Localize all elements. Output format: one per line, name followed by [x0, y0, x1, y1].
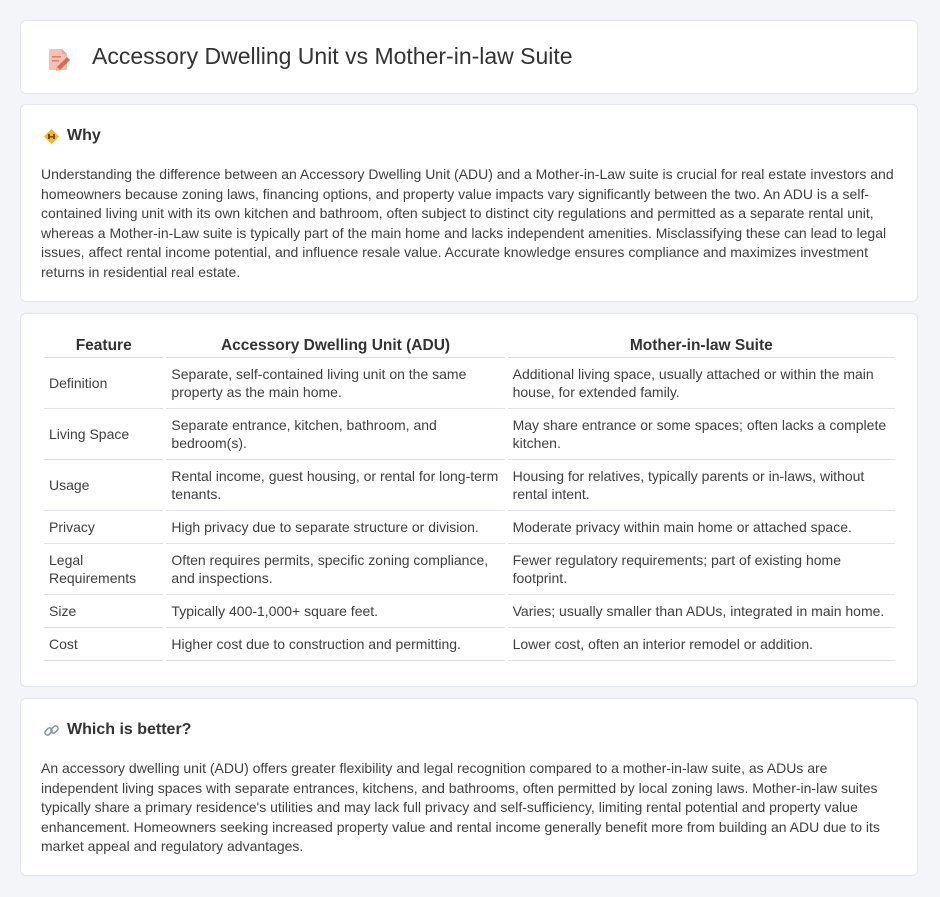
- page-title: Accessory Dwelling Unit vs Mother-in-law Suite: [92, 43, 573, 69]
- adu-cell: Higher cost due to construction and permitting.: [166, 628, 504, 661]
- which-is-better-section: [20, 698, 918, 876]
- table-row: [44, 409, 895, 460]
- adu-cell: Separate, self-contained living unit on the same property as the main home.: [166, 358, 504, 409]
- link-icon: [43, 722, 60, 739]
- suite-cell: Varies; usually smaller than ADUs, integrated in main home.: [508, 595, 895, 628]
- suite-cell: Housing for relatives, typically parents or in-laws, without rental intent.: [508, 460, 895, 511]
- column-header: Accessory Dwelling Unit (ADU): [166, 333, 504, 358]
- adu-cell: Separate entrance, kitchen, bathroom, and bedroom(s).: [166, 409, 504, 460]
- header-card: [20, 20, 918, 94]
- comparison-section: [20, 313, 918, 687]
- comparison-table: [41, 333, 898, 661]
- why-section: [20, 104, 918, 302]
- table-row: [44, 595, 895, 628]
- table-row: [44, 358, 895, 409]
- adu-cell: Typically 400-1,000+ square feet.: [166, 595, 504, 628]
- column-header: Mother-in-law Suite: [508, 333, 895, 358]
- feature-cell: Size: [44, 595, 163, 628]
- adu-cell: High privacy due to separate structure or division.: [166, 511, 504, 544]
- table-row: [44, 628, 895, 661]
- suite-cell: Fewer regulatory requirements; part of existing home footprint.: [508, 544, 895, 595]
- adu-cell: Often requires permits, specific zoning compliance, and inspections.: [166, 544, 504, 595]
- table-row: [44, 460, 895, 511]
- feature-cell: Privacy: [44, 511, 163, 544]
- adu-cell: Rental income, guest housing, or rental for long-term tenants.: [166, 460, 504, 511]
- why-paragraph: Understanding the difference between an Accessory Dwelling Unit (ADU) and a Mother-in-Law suite is crucial for real estate investors and homeowners because zoning laws, financing options, and property value impacts vary significantly between the two. An ADU is a self-contained living unit with its own kitchen and bathroom, often subject to distinct city regulations and permitted as a separate rental unit, whereas a Mother-in-Law suite is typically part of the main home and lacks independent amenities. Misclassifying these can lead to legal issues, affect rental income potential, and influence resale value. Accurate knowledge ensures compliance and maximizes investment returns in residential real estate.: [41, 166, 894, 280]
- feature-cell: Definition: [44, 358, 163, 409]
- which-is-better-title: Which is better?: [67, 721, 192, 738]
- feature-cell: Cost: [44, 628, 163, 661]
- table-row: [44, 544, 895, 595]
- suite-cell: Moderate privacy within main home or attached space.: [508, 511, 895, 544]
- which-is-better-paragraph: An accessory dwelling unit (ADU) offers greater flexibility and legal recognition compared to a mother-in-law suite, as ADUs are independent living spaces with separate entrances, kitchens, and bathrooms, often permitted by local zoning laws. Mother-in-law suites typically share a primary residence's utilities and may lack full privacy and self-sufficiency, limiting rental potential and property value enhancement. Homeowners seeking increased property value and rental income generally benefit more from building an ADU due to its market appeal and regulatory advantages.: [41, 760, 880, 854]
- why-title: Why: [67, 127, 101, 144]
- column-header: Feature: [44, 333, 163, 358]
- feature-cell: Living Space: [44, 409, 163, 460]
- suite-cell: Additional living space, usually attached or within the main house, for extended family.: [508, 358, 895, 409]
- table-header-row: [44, 333, 895, 358]
- diamond-sign-icon: [43, 128, 60, 145]
- suite-cell: Lower cost, often an interior remodel or addition.: [508, 628, 895, 661]
- feature-cell: Legal Requirements: [44, 544, 163, 595]
- table-row: [44, 511, 895, 544]
- document-edit-icon: [47, 46, 71, 72]
- feature-cell: Usage: [44, 460, 163, 511]
- suite-cell: May share entrance or some spaces; often lacks a complete kitchen.: [508, 409, 895, 460]
